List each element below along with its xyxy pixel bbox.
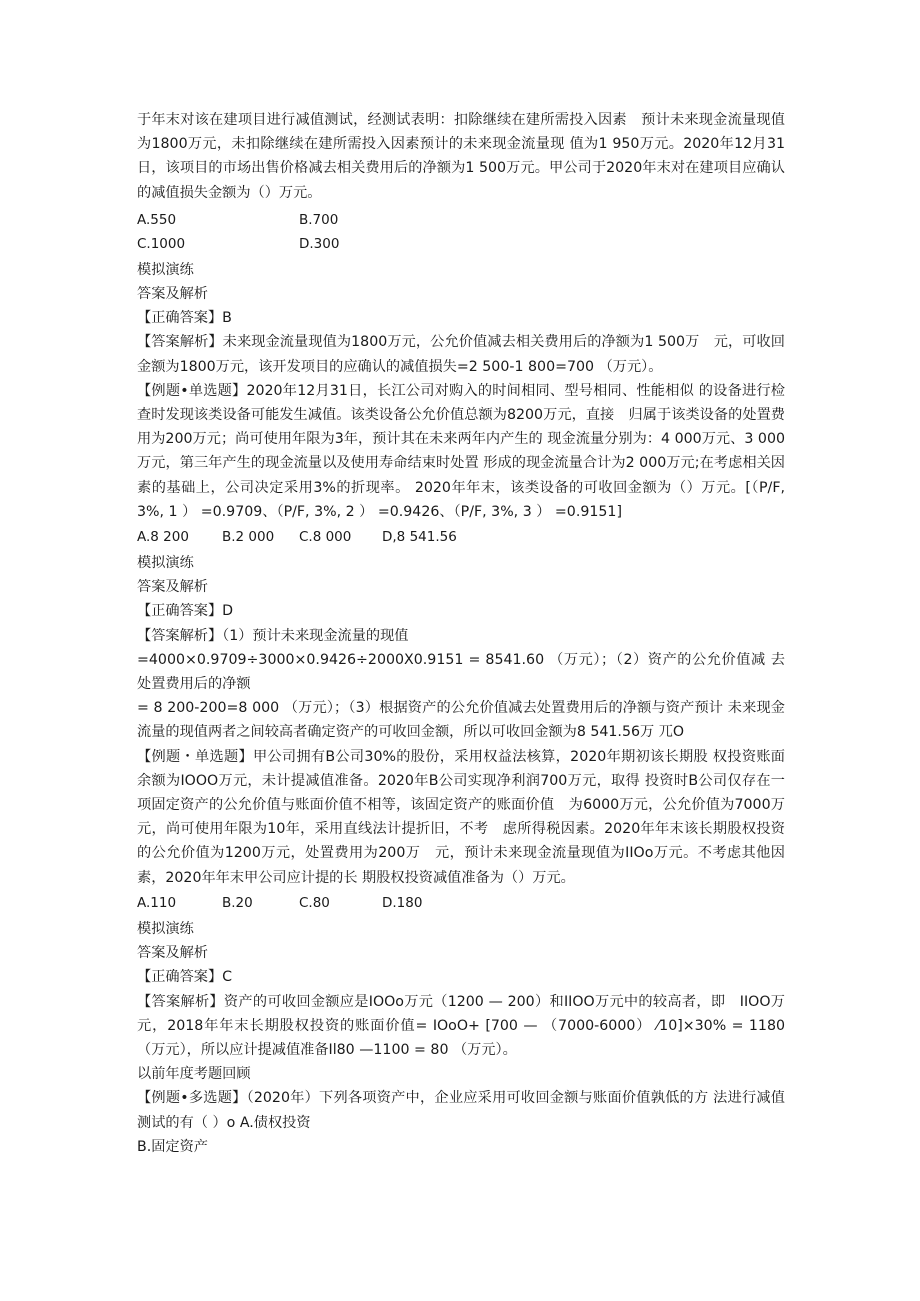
q4-stem: 【例题•多选题】（2020年）下列各项资产中，企业应采用可收回金额与账面价值孰低的方 法进行减值测试的有（ ）o A.债权投资 xyxy=(137,1090,785,1131)
q1-options-row2 xyxy=(137,232,785,256)
q3-option-d: D.180 xyxy=(382,894,423,911)
q1-section-practice: 模拟演练 xyxy=(137,261,194,278)
q3-option-c: C.80 xyxy=(299,894,330,911)
q2-analysis-line3: = 8 200-200=8 000 （万元）；（3）根据资产的公允价值减去处置费用后的净额与资产预计 未来现金流量的现值两者之间较高者确定资产的可收回金额，所以可收回金额为8 541.56万 兀O xyxy=(137,700,785,741)
q2-option-c: C.8 000 xyxy=(299,529,352,546)
q2-options-row xyxy=(137,525,785,549)
q2-correct-answer: 【正确答案】D xyxy=(137,603,234,620)
q3-option-a: A.110 xyxy=(137,894,177,911)
q3-stem: 【例题・单选题】甲公司拥有B公司30%的股份，采用权益法核算，2020年期初该长期股 权投资账面余额为IOOO万元，未计提减值准备。2020年B公司实现净利润700万元，取得 投资时B公司仅存在一项固定资产的公允价值与账面价值不相等，该固定资产的账面价值 为6000万元，公允价值为7000万元，尚可使用年限为10年，采用直线法计提折旧，不考 虑所得税因素。2020年年末该长期股权投资的公允价值为1200万元，处置费用为200万 元，预计未来现金流量现值为IIOo万元。不考虑其他因素，2020年年末甲公司应计提的长 期股权投资减值准备为（）万元。 xyxy=(137,748,785,886)
q3-option-b: B.20 xyxy=(222,894,253,911)
q1-option-b: B.700 xyxy=(299,211,339,228)
q3-correct-answer: 【正确答案】C xyxy=(137,969,233,986)
q4-option-b: B.固定资产 xyxy=(137,1138,208,1155)
q3-section-practice: 模拟演练 xyxy=(137,920,194,937)
q2-analysis-line1: 【答案解析】（1）预计未来现金流量的现值 xyxy=(137,627,409,644)
q1-correct-answer: 【正确答案】B xyxy=(137,310,232,327)
q3-options-row xyxy=(137,891,785,915)
q4-section-review: 以前年度考题回顾 xyxy=(137,1066,251,1083)
q1-stem: 于年末对该在建项目进行减值测试，经测试表明：扣除继续在建所需投入因素 预计未来现金流量现值为1800万元，未扣除继续在建所需投入因素预计的未来现金流量现 值为1 950万元。2020年12月31日，该项目的市场出售价格减去相关费用后的净额为1 500万元。甲公司于2020年末对在建项目应确认的减值损失金额为（）万元。 xyxy=(137,112,785,201)
q1-analysis: 【答案解析】未来现金流量现值为1800万元，公允价值减去相关费用后的净额为1 500万 元，可收回金额为1800万元，该开发项目的应确认的减值损失=2 500-1 800=700 （万元）。 xyxy=(137,334,785,375)
q2-stem: 【例题•单选题】2020年12月31日，长江公司对购入的时间相同、型号相同、性能相似 的设备进行检查时发现该类设备可能发生减值。该类设备公允价值总额为8200万元，直接 归属于该类设备的处置费用为200万元；尚可使用年限为3年，预计其在未来两年内产生的 现金流量分别为：4 000万元、3 000万元，第三年产生的现金流量以及使用寿命结束时处置 形成的现金流量合计为2 000万元;在考虑相关因素的基础上，公司决定采用3%的折现率。 2020年年末，该类设备的可收回金额为（）万元。[（P/F, 3%, 1 ） =0.9709、（P/F, 3%, 2 ） =0.9426、（P/F, 3%, 3 ） =0.9151] xyxy=(137,382,785,520)
q2-option-d: D,8 541.56 xyxy=(382,529,457,546)
q1-options-row1 xyxy=(137,208,785,232)
q2-option-b: B.2 000 xyxy=(222,529,275,546)
q2-section-practice: 模拟演练 xyxy=(137,555,194,572)
q3-analysis: 【答案解析】资产的可收回金额应是IOOo万元（1200 — 200）和IIOO万元中的较高者，即 IIOO万元，2018年年末长期股权投资的账面价值= IOoO+ [700 — （7000-6000） ⁄10]×30% = 1180 （万元），所以应计提减值准备Il80 —1100 = 80 （万元）。 xyxy=(137,993,785,1058)
q2-section-answer: 答案及解析 xyxy=(137,579,208,596)
q3-section-answer: 答案及解析 xyxy=(137,945,208,962)
q1-option-c: C.1000 xyxy=(137,235,186,252)
q1-option-a: A.550 xyxy=(137,211,177,228)
q2-option-a: A.8 200 xyxy=(137,529,189,546)
q1-section-answer: 答案及解析 xyxy=(137,286,208,303)
document-page xyxy=(137,108,785,1159)
q2-analysis-line2: =4000×0.9709÷3000×0.9426÷2000X0.9151 = 8541.60 （万元）；（2）资产的公允价值减 去处置费用后的净额 xyxy=(137,651,785,693)
q1-option-d: D.300 xyxy=(299,235,340,252)
